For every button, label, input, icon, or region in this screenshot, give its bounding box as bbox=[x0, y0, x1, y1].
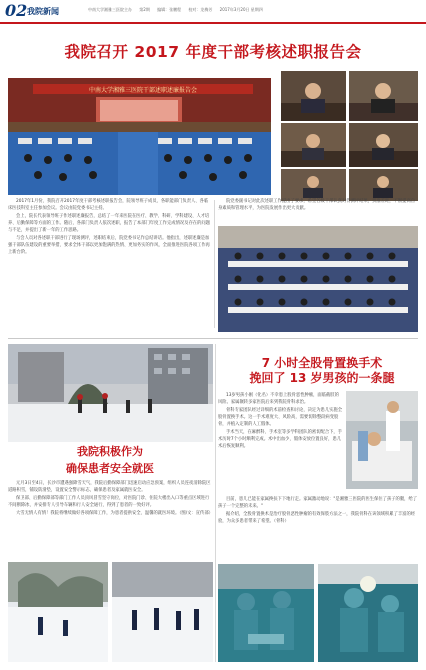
article1-body-right bbox=[218, 198, 418, 224]
snow-clearing-photo-1 bbox=[8, 562, 108, 662]
article3-paragraph: 据介绍，全股骨置换术是治疗股骨恶性肿瘤的有效保肢方法之一，我院骨科在该领域积累了丰富的经验，为众多患者带来了希望。（骨科） bbox=[218, 512, 416, 524]
surgery-photo-1 bbox=[218, 564, 314, 662]
speaker-photo-1 bbox=[281, 71, 346, 121]
paper-info bbox=[88, 7, 269, 13]
article3-body-bottom bbox=[218, 496, 418, 560]
article2-paragraph: 保卫部、后勤保障部等部门工作人员顶风冒雪坚守岗位，对医院门诊、住院大楼出入口等重点区域进行不间断除冰，并安排专人引导车辆和行人安全通行，得到了患者的一致好评。 bbox=[8, 496, 210, 508]
column-divider bbox=[214, 200, 215, 328]
article3-headline-line2: 挽回了 13 岁男孩的一条腿 bbox=[249, 371, 395, 385]
paper-info-publisher: 中南大学湘雅三医院主办 bbox=[88, 7, 132, 12]
paper-info-proofreader: 校对：龙梅芳 bbox=[188, 7, 213, 12]
article1-paragraph: 与会人员对各述职干部进行了现场测评，述职结束后，院党委书记作总结讲话。他指出，述职述廉是加强干部队伍建设的重要举措，要求全体干部以更加饱满的热情、更加务实的作风，全面推进医院各项工作再上新台阶。 bbox=[8, 236, 210, 255]
banner-text: 中南大学湘雅三医院干部述职述廉报告会 bbox=[88, 87, 198, 94]
article3-paragraph: 手术当天，在麻醉科、手术室等多学科团队的密切配合下，手术历时7个小时顺利完成。术中出血少，假体安放位置良好，患儿术后恢复顺利。 bbox=[218, 430, 342, 449]
article1-paragraph: 会上，院长代表领导班子作述职述廉报告，总结了一年来医院在医疗、教学、科研、学科建设、人才培养、后勤保障等方面的工作。随后，各部门负责人依次述职，报告了本部门年度工作完成情况及存在的问题与不足，并提出了新一年的工作思路。 bbox=[8, 214, 210, 233]
article3-headline-line1: 7 小时全股骨置换手术 bbox=[261, 356, 383, 370]
section-divider bbox=[8, 338, 418, 339]
article3-paragraph: 骨科专家团队经过详细的术前检查和讨论，决定为患儿实施全股骨置换手术。这一手术难度大、风险高，需要切除整段病变股骨，并植入定制的人工假体。 bbox=[218, 408, 342, 427]
snowy-campus-photo bbox=[8, 344, 213, 442]
speaker-photo-4 bbox=[349, 123, 418, 167]
snow-clearing-photo-2 bbox=[112, 562, 213, 662]
article1-paragraph: 院党委副书记对此次述职工作提出了要求，希望各级干部认真对待测评结果，找准差距，不断提高自身素质和管理水平，为医院发展作出更大贡献。 bbox=[218, 199, 416, 211]
article2-paragraph: 大雪无情人有情！我院将继续做好各项保障工作，为患者提供安全、温馨的就医环境。（图/文：宣传部） bbox=[16, 511, 213, 516]
patient-bedside-photo bbox=[346, 391, 418, 489]
article2-headline-line2: 确保患者安全就医 bbox=[66, 462, 154, 475]
masthead bbox=[0, 0, 426, 24]
paper-info-date: 2017年3月20日 星期四 bbox=[219, 7, 263, 12]
article1-headline: 我院召开 2017 年度干部考核述职报告会 bbox=[64, 43, 362, 61]
article2-headline-line1: 我院积极作为 bbox=[77, 445, 143, 458]
column-divider bbox=[215, 344, 216, 662]
meeting-room-photo bbox=[218, 226, 418, 332]
article1-paragraph: 2017年1月份，我院召开2017年度干部考核述职报告会，院领导班子成员、各职能部门负责人、各临床医技科室主任参加会议。会议由院党委书记主持。 bbox=[8, 199, 209, 211]
page-number: 02 bbox=[5, 1, 28, 20]
paper-info-issue: 第2期 bbox=[139, 7, 150, 12]
speaker-photo-2 bbox=[349, 71, 418, 121]
article1-body-left bbox=[8, 198, 212, 328]
speaker-photo-5 bbox=[281, 169, 346, 201]
article3-paragraph: 13岁男孩小刚（化名）不幸患上股骨恶性肿瘤，面临截肢的风险。家属辗转多家医院后来到我院骨科求治。 bbox=[218, 393, 339, 405]
speaker-photo-6 bbox=[349, 169, 418, 201]
article2-paragraph: 元月3日至4日，长沙市遭遇强降雪天气，我院后勤保障部门迅速启动应急预案，组织人员连夜清除院区道路积雪，铺设防滑垫，设置安全警示标志，确保患者及家属就医安全。 bbox=[8, 481, 211, 493]
article3-body-top bbox=[218, 392, 342, 498]
conference-hall-photo bbox=[8, 78, 271, 195]
article3-paragraph: 目前，患儿已能在家属搀扶下下地行走。家属激动地说："是湘雅三医院的医生保住了孩子的腿，给了孩子一个完整的未来。" bbox=[218, 497, 418, 509]
paper-info-editor: 编辑：张鹏程 bbox=[157, 7, 182, 12]
speaker-photo-3 bbox=[281, 123, 346, 167]
article2-body bbox=[8, 480, 213, 558]
surgery-photo-2 bbox=[318, 564, 418, 662]
section-name: 我院新闻 bbox=[27, 7, 59, 16]
